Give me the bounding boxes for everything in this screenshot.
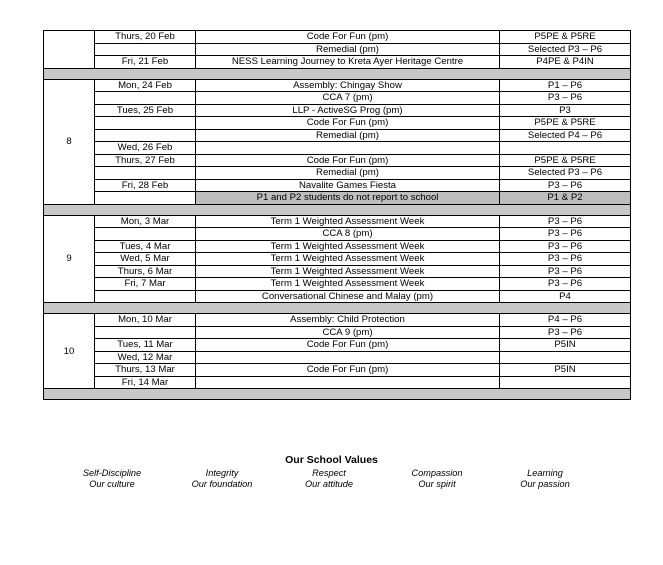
date-cell: Thurs, 13 Mar (95, 364, 196, 377)
date-cell: Fri, 7 Mar (95, 278, 196, 291)
level-cell: P5PE & P5RE (500, 31, 631, 44)
value-meaning: Our foundation (191, 479, 253, 489)
date-cell (95, 192, 196, 205)
table-row (44, 314, 631, 327)
date-cell: Tues, 11 Mar (95, 339, 196, 352)
level-cell: Selected P4 – P6 (500, 129, 631, 142)
week-number (44, 31, 95, 69)
event-cell: LLP - ActiveSG Prog (pm) (196, 104, 500, 117)
week-number: 10 (44, 314, 95, 389)
table-row (44, 79, 631, 92)
school-values-title: Our School Values (285, 454, 378, 466)
event-cell: Assembly: Child Protection (196, 314, 500, 327)
date-cell: Fri, 14 Mar (95, 376, 196, 389)
event-cell: Code For Fun (pm) (196, 117, 500, 130)
level-cell: P4 (500, 290, 631, 303)
date-cell: Tues, 4 Mar (95, 240, 196, 253)
event-cell: Navalite Games Fiesta (196, 179, 500, 192)
value-compassion (382, 468, 492, 490)
event-cell: Term 1 Weighted Assessment Week (196, 265, 500, 278)
level-cell (500, 351, 631, 364)
event-cell: Term 1 Weighted Assessment Week (196, 253, 500, 266)
date-cell (95, 129, 196, 142)
value-meaning: Our culture (89, 479, 135, 489)
value-self-discipline (57, 468, 167, 490)
week-separator (44, 303, 631, 314)
level-cell: P1 & P2 (500, 192, 631, 205)
level-cell: P3 – P6 (500, 240, 631, 253)
table-row (44, 192, 631, 205)
level-cell: P5PE & P5RE (500, 117, 631, 130)
date-cell: Tues, 25 Feb (95, 104, 196, 117)
level-cell (500, 142, 631, 155)
value-meaning: Our passion (520, 479, 570, 489)
table-row (44, 364, 631, 377)
level-cell: P3 – P6 (500, 228, 631, 241)
table-row (44, 104, 631, 117)
table-row (44, 253, 631, 266)
event-cell (196, 142, 500, 155)
level-cell: P5PE & P5RE (500, 154, 631, 167)
level-cell: Selected P3 – P6 (500, 167, 631, 180)
event-cell: Code For Fun (pm) (196, 339, 500, 352)
table-row (44, 179, 631, 192)
date-cell (95, 43, 196, 56)
level-cell: P4 – P6 (500, 314, 631, 327)
date-cell (95, 117, 196, 130)
event-cell: Term 1 Weighted Assessment Week (196, 240, 500, 253)
event-cell (196, 376, 500, 389)
level-cell: P3 (500, 104, 631, 117)
level-cell: P3 – P6 (500, 278, 631, 291)
value-learning (490, 468, 600, 490)
event-cell (196, 351, 500, 364)
date-cell: Mon, 24 Feb (95, 79, 196, 92)
event-cell: CCA 9 (pm) (196, 326, 500, 339)
event-cell: Remedial (pm) (196, 167, 500, 180)
separator-cell (44, 68, 631, 79)
event-cell: Code For Fun (pm) (196, 31, 500, 44)
level-cell: P3 – P6 (500, 265, 631, 278)
table-row (44, 376, 631, 389)
level-cell: P3 – P6 (500, 92, 631, 105)
date-cell: Mon, 3 Mar (95, 215, 196, 228)
date-cell: Mon, 10 Mar (95, 314, 196, 327)
table-row (44, 142, 631, 155)
table-row (44, 228, 631, 241)
value-integrity (167, 468, 277, 490)
value-meaning: Our spirit (418, 479, 456, 489)
event-cell: Conversational Chinese and Malay (pm) (196, 290, 500, 303)
table-row (44, 154, 631, 167)
date-cell: Fri, 28 Feb (95, 179, 196, 192)
value-meaning: Our attitude (304, 479, 353, 489)
value-name: Learning (527, 468, 563, 478)
date-cell (95, 92, 196, 105)
date-cell (95, 290, 196, 303)
date-cell: Thurs, 20 Feb (95, 31, 196, 44)
event-cell: Remedial (pm) (196, 43, 500, 56)
date-cell (95, 228, 196, 241)
date-cell: Fri, 21 Feb (95, 56, 196, 69)
value-name: Integrity (205, 468, 239, 478)
level-cell: P3 – P6 (500, 326, 631, 339)
table-row (44, 326, 631, 339)
date-cell: Wed, 26 Feb (95, 142, 196, 155)
separator-cell (44, 204, 631, 215)
week-separator (44, 204, 631, 215)
table-row (44, 339, 631, 352)
event-cell: Code For Fun (pm) (196, 154, 500, 167)
table-row (44, 43, 631, 56)
value-name: Self-Discipline (82, 468, 142, 478)
level-cell: P4PE & P4IN (500, 56, 631, 69)
event-cell: CCA 7 (pm) (196, 92, 500, 105)
date-cell (95, 167, 196, 180)
table-row (44, 278, 631, 291)
calendar-table (43, 30, 631, 400)
table-row (44, 92, 631, 105)
level-cell: P3 – P6 (500, 179, 631, 192)
date-cell: Thurs, 27 Feb (95, 154, 196, 167)
week-number: 9 (44, 215, 95, 303)
event-cell: Term 1 Weighted Assessment Week (196, 215, 500, 228)
event-cell: Remedial (pm) (196, 129, 500, 142)
level-cell: P3 – P6 (500, 253, 631, 266)
separator-cell (44, 389, 631, 400)
table-row (44, 56, 631, 69)
week-separator (44, 68, 631, 79)
table-row (44, 167, 631, 180)
level-cell (500, 376, 631, 389)
value-name: Respect (312, 468, 346, 478)
event-cell: P1 and P2 students do not report to school (196, 192, 500, 205)
value-respect (274, 468, 384, 490)
table-row (44, 290, 631, 303)
week-separator (44, 389, 631, 400)
table-row (44, 351, 631, 364)
level-cell: P3 – P6 (500, 215, 631, 228)
level-cell: P1 – P6 (500, 79, 631, 92)
event-cell: CCA 8 (pm) (196, 228, 500, 241)
calendar-body (44, 31, 631, 400)
date-cell: Wed, 5 Mar (95, 253, 196, 266)
event-cell: NESS Learning Journey to Kreta Ayer Heritage Centre (196, 56, 500, 69)
level-cell: P5IN (500, 364, 631, 377)
separator-cell (44, 303, 631, 314)
table-row (44, 129, 631, 142)
table-row (44, 240, 631, 253)
table-row (44, 31, 631, 44)
level-cell: P5IN (500, 339, 631, 352)
event-cell: Code For Fun (pm) (196, 364, 500, 377)
event-cell: Term 1 Weighted Assessment Week (196, 278, 500, 291)
table-row (44, 215, 631, 228)
table-row (44, 265, 631, 278)
date-cell: Wed, 12 Mar (95, 351, 196, 364)
date-cell (95, 326, 196, 339)
level-cell: Selected P3 – P6 (500, 43, 631, 56)
date-cell: Thurs, 6 Mar (95, 265, 196, 278)
event-cell: Assembly: Chingay Show (196, 79, 500, 92)
value-name: Compassion (411, 468, 463, 478)
table-row (44, 117, 631, 130)
week-number: 8 (44, 79, 95, 204)
